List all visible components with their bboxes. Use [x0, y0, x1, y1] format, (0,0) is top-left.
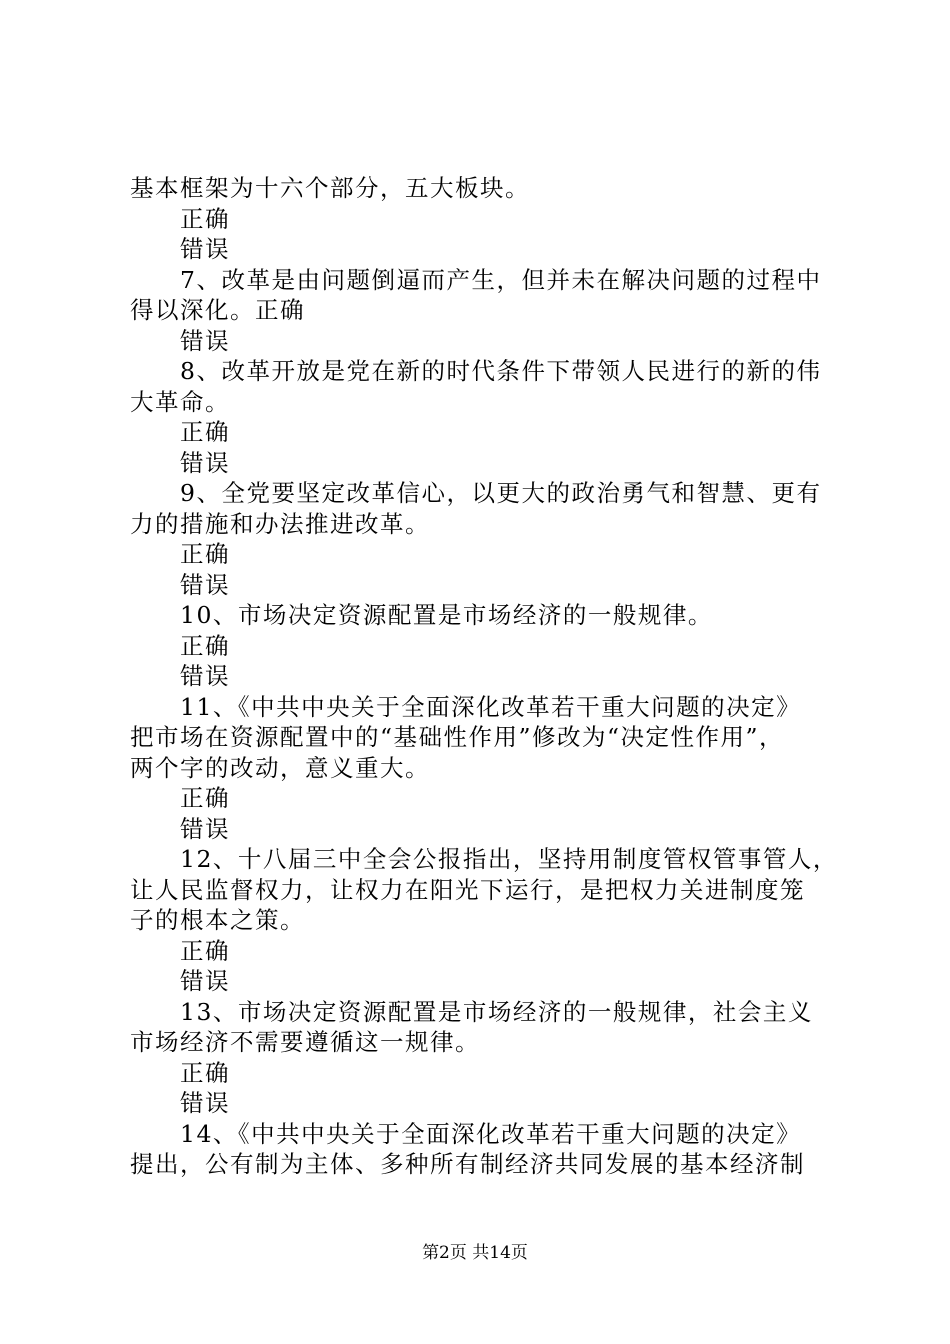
text-line: 错误	[180, 1089, 230, 1117]
text-line: 错误	[180, 814, 230, 843]
text-line: 错误	[180, 326, 230, 355]
text-line: 提出，公有制为主体、多种所有制经济共同发展的基本经济制	[130, 1150, 805, 1178]
text-line: 让人民监督权力，让权力在阳光下运行，是把权力关进制度笼	[130, 875, 805, 904]
text-line: 正确	[180, 418, 230, 446]
text-line: 错误	[180, 235, 230, 263]
text-line: 正确	[180, 1058, 230, 1087]
page-footer: 第2页 共14页	[422, 1243, 528, 1263]
text-line: 错误	[180, 448, 230, 477]
text-line: 9、全党要坚定改革信心，以更大的政治勇气和智慧、更有	[180, 479, 822, 507]
text-line: 13、市场决定资源配置是市场经济的一般规律，社会主义	[180, 997, 813, 1026]
text-line: 两个字的改动，意义重大。	[130, 753, 430, 782]
text-line: 7、改革是由问题倒逼而产生，但并未在解决问题的过程中	[180, 265, 822, 294]
text-line: 11、《中共中央关于全面深化改革若干重大问题的决定》	[180, 692, 802, 721]
text-line: 把市场在资源配置中的“基础性作用”修改为“决定性作用”，	[130, 723, 785, 751]
text-line: 正确	[180, 936, 230, 965]
text-line: 错误	[180, 570, 230, 599]
text-line: 市场经济不需要遵循这一规律。	[130, 1028, 480, 1056]
document-body	[130, 173, 838, 1180]
text-line: 正确	[180, 631, 230, 660]
text-line: 12、十八届三中全会公报指出，坚持用制度管权管事管人，	[180, 845, 838, 873]
text-line: 正确	[180, 204, 230, 233]
text-line: 错误	[180, 662, 230, 690]
text-line: 力的措施和办法推进改革。	[130, 509, 430, 538]
text-line: 错误	[180, 967, 230, 995]
text-line: 子的根本之策。	[130, 906, 305, 934]
text-line: 8、改革开放是党在新的时代条件下带领人民进行的新的伟	[180, 357, 822, 385]
text-line: 正确	[180, 540, 230, 568]
text-line: 得以深化。正确	[130, 296, 305, 324]
text-line: 大革命。	[130, 387, 230, 416]
text-line: 基本框架为十六个部分，五大板块。	[130, 174, 530, 202]
text-line: 10、市场决定资源配置是市场经济的一般规律。	[180, 601, 713, 629]
text-line: 正确	[180, 784, 230, 812]
text-line: 14、《中共中央关于全面深化改革若干重大问题的决定》	[180, 1119, 802, 1148]
